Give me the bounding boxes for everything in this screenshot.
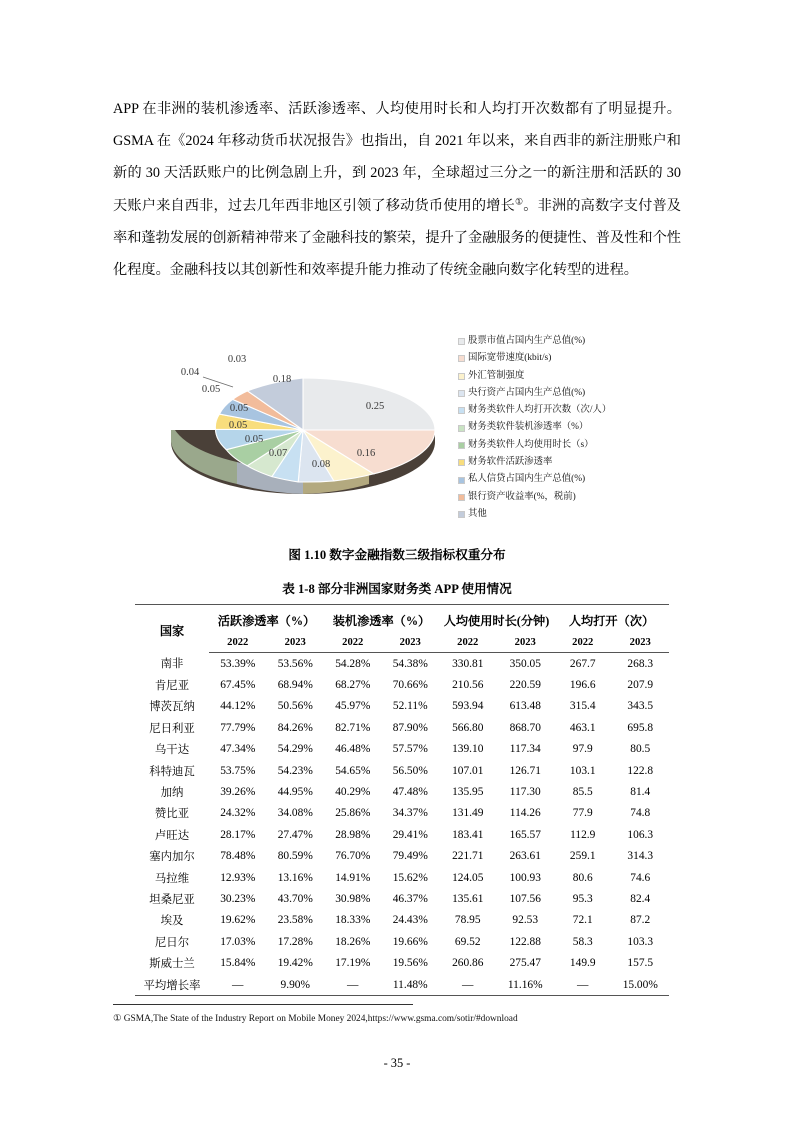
cell-value: 39.26% [220,786,256,799]
cell-value: — [209,974,267,996]
cell-value: 263.61 [509,850,541,863]
cell-value: 183.41 [452,828,484,841]
cell-country: 科特迪瓦 [149,765,195,778]
cell-value: 139.10 [452,743,484,756]
table-row [135,717,669,738]
cell-value: 72.1 [572,914,593,927]
cell-value: 15.00% [612,974,670,996]
cell-country: 平均增长率 [135,974,209,996]
cell-value: 11.48% [382,974,440,996]
body-paragraph [113,93,681,286]
cell-value: — [324,974,382,996]
pie-chart-svg [153,335,453,525]
cell-value: 47.48% [392,786,428,799]
legend-label-6: 财务类软件人均使用时长（s） [468,439,594,450]
cell-value: 52.11% [392,700,428,713]
cell-value: 29.41% [392,828,428,841]
cell-value: 463.1 [569,721,596,734]
cell-value: 87.90% [392,721,428,734]
pie-label-3: 0.07 [268,448,288,459]
cell-value: 68.94% [277,679,313,692]
table-row [135,739,669,760]
cell-value: 165.57 [509,828,541,841]
table-header-country: 国家 [135,605,209,653]
table-header-year-2: 2022 [324,632,382,653]
cell-value: 267.7 [569,657,596,670]
legend-swatch-icon-2 [458,373,465,380]
cell-country: 斯威士兰 [149,958,195,971]
pie-legend [458,333,680,523]
table-row [135,674,669,695]
pie-label-0: 0.25 [365,401,385,412]
table-header-open-count: 人均打开（次） [554,605,669,633]
cell-value: — [439,974,497,996]
pie-label-2: 0.08 [311,459,331,470]
cell-value: 259.1 [569,850,596,863]
table-header-year-5: 2023 [497,632,555,653]
cell-value: 350.05 [509,657,541,670]
table-caption: 表 1-8 部分非洲国家财务类 APP 使用情况 [282,582,512,596]
cell-value: 84.26% [277,721,313,734]
legend-swatch-icon-1 [458,355,465,362]
cell-value: 112.9 [570,828,596,841]
table-row [135,803,669,824]
cell-value: 43.70% [277,892,313,905]
page-number: - 35 - [383,1056,411,1070]
cell-value: 220.59 [509,679,541,692]
cell-country: 坦桑尼亚 [149,893,195,906]
table-header-year-1: 2023 [267,632,325,653]
table-row [135,910,669,931]
cell-value: 107.56 [509,892,541,905]
legend-item-1 [458,350,680,367]
table-header-year-0: 2022 [209,632,267,653]
cell-value: 131.49 [452,807,484,820]
data-table-wrapper [135,604,669,996]
cell-country: 加纳 [160,787,184,800]
cell-value: 46.48% [335,743,371,756]
paragraph-tail: 。非洲的高数字支付普及率和蓬勃发展的创新精神带来了金融科技的繁荣，提升了金融服务的便捷性、普及性和个性化程度。金融科技以其创新性和效率提升能力推动了传统金融向数字化转型的进程。 [113,197,681,279]
cell-value: 17.28% [277,935,313,948]
cell-value: 54.29% [277,743,313,756]
cell-value: 9.90% [267,974,325,996]
cell-value: 70.66% [392,679,428,692]
cell-value: 28.98% [335,828,371,841]
table-header-year-4: 2022 [439,632,497,653]
cell-value: 566.80 [452,721,484,734]
cell-country: 尼日尔 [154,936,190,949]
cell-value: 126.71 [509,764,541,777]
legend-label-7: 财务软件活跃渗透率 [468,457,553,468]
cell-value: 97.9 [572,743,593,756]
table-row [135,931,669,952]
table-header-year-row [135,632,669,653]
legend-label-0: 股票市值占国内生产总值(%) [468,336,586,346]
table-header-active-rate: 活跃渗透率（%） [209,605,324,633]
legend-swatch-icon-8 [458,477,465,484]
cell-value: 34.37% [392,807,428,820]
cell-value: 47.34% [220,743,256,756]
footnote-text: ① GSMA,The State of the Industry Report on Mobile Money 2024,https://www.gsma.com/sotir/#download [113,1014,518,1024]
cell-value: 19.66% [392,935,428,948]
cell-value: 46.37% [392,892,428,905]
cell-value: 23.58% [277,914,313,927]
pie-label-10: 0.18 [272,374,292,385]
legend-label-1: 国际宽带速度(kbit/s) [468,353,552,364]
cell-value: 315.4 [569,700,596,713]
legend-swatch-icon-9 [458,494,465,501]
legend-item-5 [458,419,680,436]
legend-label-10: 其他 [468,508,487,519]
cell-country: 埃及 [160,915,184,928]
pie-label-4: 0.05 [244,434,264,445]
cell-value: 117.30 [509,786,541,799]
cell-value: 19.62% [220,914,256,927]
cell-value: 122.88 [509,935,541,948]
table-row-average [135,974,669,996]
cell-value: 56.50% [392,764,428,777]
table-row [135,760,669,781]
pie-label-9: 0.03 [227,354,247,365]
cell-value: 54.38% [392,657,428,670]
cell-country: 尼日利亚 [149,722,195,735]
table-row [135,846,669,867]
legend-label-8: 私人信贷占国内生产总值(%) [468,474,586,485]
cell-country: 马拉维 [154,872,190,885]
legend-label-5: 财务类软件装机渗透率（%） [468,422,589,433]
cell-country: 塞内加尔 [149,851,195,864]
cell-value: 13.16% [277,871,313,884]
pie-label-5: 0.05 [228,420,248,431]
table-body [135,653,669,996]
legend-swatch-icon-0 [458,338,465,345]
cell-value: 314.3 [627,850,654,863]
cell-value: 19.56% [392,957,428,970]
cell-value: 92.53 [512,914,539,927]
cell-value: 87.2 [630,914,651,927]
table-row [135,867,669,888]
cell-value: 53.39% [220,657,256,670]
cell-value: 74.8 [630,807,651,820]
cell-value: 78.95 [454,914,481,927]
table-row [135,696,669,717]
cell-value: 114.26 [509,807,541,820]
table-header-year-7: 2023 [612,632,670,653]
cell-value: 135.61 [452,892,484,905]
app-usage-table [135,604,669,996]
cell-country: 肯尼亚 [154,680,190,693]
cell-value: 40.29% [335,786,371,799]
cell-value: 18.26% [335,935,371,948]
cell-value: 17.03% [220,935,256,948]
legend-swatch-icon-4 [458,407,465,414]
cell-value: 330.81 [452,657,484,670]
legend-item-8 [458,471,680,488]
cell-value: 95.3 [572,892,593,905]
cell-value: 100.93 [509,871,541,884]
legend-label-3: 央行资产占国内生产总值(%) [468,387,586,398]
cell-value: 11.16% [497,974,555,996]
cell-value: 27.47% [277,828,313,841]
cell-value: 44.12% [220,700,256,713]
cell-value: — [554,974,612,996]
cell-value: 68.27% [335,679,371,692]
pie-label-7: 0.05 [201,384,221,395]
legend-swatch-icon-5 [458,425,465,432]
cell-value: 82.4 [630,892,651,905]
cell-value: 868.70 [509,721,541,734]
cell-value: 67.45% [220,679,256,692]
cell-value: 695.8 [627,721,654,734]
legend-label-4: 财务类软件人均打开次数（次/人） [468,405,612,416]
footnote-separator [113,1004,413,1005]
cell-value: 79.49% [392,850,428,863]
cell-value: 275.47 [509,957,541,970]
cell-value: 196.6 [569,679,596,692]
cell-value: 54.23% [277,764,313,777]
cell-value: 30.98% [335,892,371,905]
figure-caption: 图 1.10 数字金融指数三级指标权重分布 [288,548,506,562]
cell-value: 80.5 [630,743,651,756]
table-row [135,653,669,675]
cell-value: 44.95% [277,786,313,799]
cell-value: 80.6 [572,871,593,884]
cell-value: 15.84% [220,957,256,970]
pie-chart [153,335,453,525]
cell-value: 124.05 [452,871,484,884]
legend-item-4 [458,402,680,419]
cell-value: 82.71% [335,721,371,734]
paragraph-main: APP 在非洲的装机渗透率、活跃渗透率、人均使用时长和人均打开次数都有了明显提升。GSMA 在《2024 年移动货币状况报告》也指出，自 2021 年以来，来自西非的新注册账户和新的 30 天活跃账户的比例急剧上升，到 2023 年，全球超过三分之一的新注册和活跃的 30 天账户来自西非，过去几年西非地区引领了移动货币使用的增长 [113,101,681,214]
table-row [135,888,669,909]
legend-swatch-icon-7 [458,459,465,466]
cell-country: 赞比亚 [154,808,190,821]
cell-value: 12.93% [220,871,256,884]
cell-value: 25.86% [335,807,371,820]
cell-value: 103.3 [627,935,654,948]
cell-value: 34.08% [277,807,313,820]
cell-value: 103.1 [569,764,596,777]
cell-value: 77.9 [572,807,593,820]
legend-label-9: 银行资产收益率(%，税前) [468,491,576,502]
cell-value: 207.9 [627,679,654,692]
cell-value: 343.5 [627,700,654,713]
cell-value: 53.56% [277,657,313,670]
cell-value: 593.94 [452,700,484,713]
cell-value: 58.3 [572,935,593,948]
legend-swatch-icon-10 [458,511,465,518]
cell-value: 45.97% [335,700,371,713]
cell-value: 260.86 [452,957,484,970]
cell-value: 76.70% [335,850,371,863]
pie-label-8: 0.04 [180,367,200,378]
cell-value: 78.48% [220,850,256,863]
table-header-year-6: 2022 [554,632,612,653]
cell-value: 57.57% [392,743,428,756]
table-row [135,824,669,845]
table-row [135,781,669,802]
cell-value: 53.75% [220,764,256,777]
table-header-group-row [135,605,669,633]
cell-value: 80.59% [277,850,313,863]
cell-value: 268.3 [627,657,654,670]
legend-swatch-icon-3 [458,390,465,397]
cell-value: 28.17% [220,828,256,841]
cell-value: 117.34 [509,743,541,756]
cell-country: 博茨瓦纳 [149,701,195,714]
table-head [135,605,669,653]
cell-value: 18.33% [335,914,371,927]
cell-value: 24.32% [220,807,256,820]
cell-value: 54.65% [335,764,371,777]
pie-label-6: 0.05 [229,403,249,414]
legend-item-10 [458,506,680,523]
cell-value: 157.5 [627,957,654,970]
cell-value: 613.48 [509,700,541,713]
figure-1-10 [113,325,681,530]
legend-item-7 [458,454,680,471]
legend-item-0 [458,333,680,350]
cell-value: 30.23% [220,892,256,905]
cell-value: 85.5 [572,786,593,799]
cell-value: 149.9 [569,957,596,970]
cell-value: 221.71 [452,850,484,863]
cell-value: 54.28% [335,657,371,670]
cell-value: 107.01 [452,764,484,777]
cell-value: 81.4 [630,786,651,799]
cell-country: 南非 [160,658,184,671]
cell-value: 106.3 [627,828,654,841]
cell-value: 17.19% [335,957,371,970]
legend-swatch-icon-6 [458,442,465,449]
table-header-usage-time: 人均使用时长(分钟) [439,605,554,633]
legend-item-2 [458,368,680,385]
footnote-marker: ① [514,195,524,206]
cell-value: 69.52 [454,935,481,948]
cell-value: 77.79% [220,721,256,734]
legend-item-3 [458,385,680,402]
cell-value: 15.62% [392,871,428,884]
cell-value: 50.56% [277,700,313,713]
legend-label-2: 外汇管制强度 [468,370,525,381]
cell-value: 24.43% [392,914,428,927]
legend-item-6 [458,437,680,454]
table-header-install-rate: 装机渗透率（%） [324,605,439,633]
cell-value: 210.56 [452,679,484,692]
cell-value: 135.95 [452,786,484,799]
cell-country: 卢旺达 [154,829,190,842]
cell-value: 19.42% [277,957,313,970]
cell-value: 14.91% [335,871,371,884]
table-row [135,952,669,973]
cell-value: 74.6 [630,871,651,884]
table-header-year-3: 2023 [382,632,440,653]
pie-label-1: 0.16 [356,448,376,459]
legend-item-9 [458,489,680,506]
cell-value: 122.8 [627,764,654,777]
cell-country: 乌干达 [154,744,190,757]
